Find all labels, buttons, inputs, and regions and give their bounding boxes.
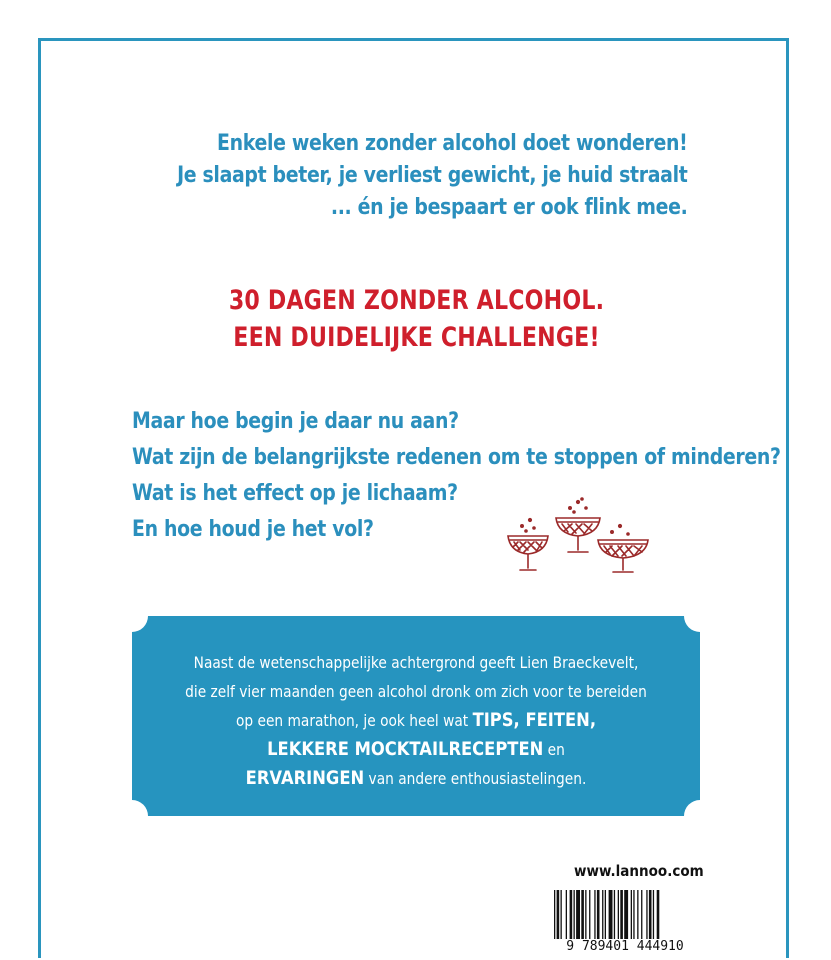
ticket-highlight-ervaringen: ERVARINGEN	[245, 767, 365, 789]
barcode-bar	[641, 890, 642, 946]
headline-line-2: EEN DUIDELIJKE CHALLENGE!	[233, 322, 600, 353]
barcode-bar	[653, 890, 654, 946]
barcode-bar	[581, 890, 584, 946]
barcode-image	[552, 890, 700, 946]
ticket-line-2: die zelf vier maanden geen alcohol dronk om zich voor te bereiden	[185, 682, 647, 701]
ticket-line-4-text: en	[543, 740, 565, 759]
intro-line-1: Enkele weken zonder alcohol doet wonderen!	[216, 131, 687, 156]
ticket-line-4	[172, 735, 660, 764]
barcode-bar	[574, 890, 575, 946]
ticket-line-3	[172, 706, 660, 735]
coupe-glass-left-icon	[508, 519, 548, 570]
barcode-bar	[576, 890, 580, 946]
barcode-bar	[631, 890, 632, 946]
ticket-text	[172, 648, 660, 793]
questions-list	[132, 404, 781, 548]
barcode-bar	[605, 890, 606, 946]
barcode-bar	[585, 890, 586, 946]
barcode-bar	[566, 890, 567, 946]
barcode-bar	[557, 890, 560, 946]
intro-text	[177, 128, 687, 224]
isbn-number: 9 789401 444910	[548, 939, 702, 957]
info-ticket-panel	[132, 616, 700, 816]
barcode-bar	[624, 890, 628, 946]
headline-line-1: 30 DAGEN ZONDER ALCOHOL.	[228, 285, 605, 316]
barcode-bar	[637, 890, 638, 946]
question-item: Maar hoe begin je daar nu aan?	[132, 409, 459, 434]
question-item: En hoe houd je het vol?	[132, 517, 374, 542]
barcode-bar	[618, 890, 619, 946]
ticket-highlight-tips: TIPS, FEITEN,	[472, 709, 597, 731]
headline	[0, 282, 831, 356]
ticket-highlight-mocktails: LEKKERE MOCKTAILRECEPTEN	[267, 738, 544, 760]
barcode-bar	[570, 890, 573, 946]
barcode-bar	[620, 890, 623, 946]
barcode-bar	[657, 890, 660, 946]
intro-line-2: Je slaapt beter, je verliest gewicht, je huid straalt	[176, 163, 687, 188]
barcode-bar	[633, 890, 634, 946]
barcode-bar	[597, 890, 600, 946]
publisher-website: www.lannoo.com	[574, 862, 704, 880]
barcode-bar	[589, 890, 590, 946]
coupe-glass-middle-icon	[556, 498, 600, 552]
ticket-line-5	[172, 764, 660, 793]
ticket-line-5-text: van andere enthousiastelingen.	[364, 769, 587, 788]
coupe-glasses-illustration	[500, 496, 660, 576]
barcode-bar	[602, 890, 603, 946]
barcode-bar	[554, 890, 555, 946]
barcode-bar	[561, 890, 562, 946]
barcode-bar	[649, 890, 652, 946]
intro-line-3: ... én je bespaart er ook flink mee.	[330, 195, 687, 220]
barcode-bar	[614, 890, 615, 946]
barcode-bar	[594, 890, 595, 946]
coupe-glass-right-icon	[598, 525, 648, 572]
question-item: Wat is het effect op je lichaam?	[132, 481, 458, 506]
barcode-bar	[646, 890, 647, 946]
ticket-line-3-text: op een marathon, je ook heel wat	[235, 711, 473, 730]
barcode-bar	[609, 890, 613, 946]
question-item: Wat zijn de belangrijkste redenen om te stoppen of minderen?	[132, 445, 781, 470]
ticket-line-1: Naast de wetenschappelijke achtergrond geeft Lien Braeckevelt,	[193, 653, 639, 672]
